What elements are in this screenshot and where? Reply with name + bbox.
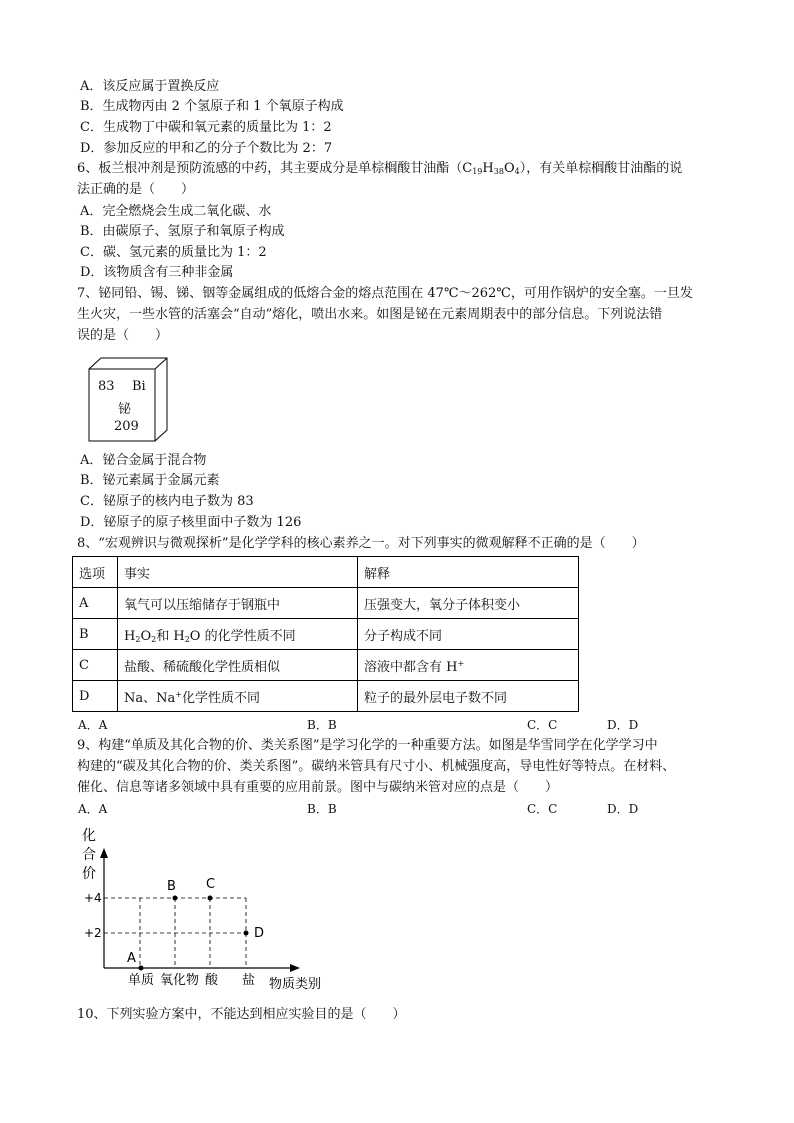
q9-answer-b: B．B	[307, 802, 337, 816]
y-axis-arrow	[100, 848, 108, 858]
row-explain: 分子构成不同	[358, 619, 579, 650]
element-atomic-number: 83	[98, 379, 115, 394]
q5-option-b: B．生成物丙由 2 个氢原子和 1 个氧原子构成	[80, 99, 344, 114]
row-fact: Na、Na+化学性质不同	[118, 681, 358, 712]
q6-stem-line1: 6、板兰根冲剂是预防流感的中药，其主要成分是单棕榈酸甘油酯$(C_{19}H_{38}O_4)$，有关单棕榈酸甘油酯的说	[77, 161, 683, 176]
q8-answer-a: A．A	[78, 718, 108, 732]
q7-stem-line3: 误的是（ ）	[77, 328, 169, 343]
element-symbol: Bi	[132, 379, 146, 394]
table-row	[73, 650, 579, 681]
q7-option-d: D．铋原子的原子核里面中子数为 126	[80, 515, 302, 530]
table-row	[73, 588, 579, 619]
data-point-label: D	[254, 926, 265, 941]
q8-table	[72, 556, 579, 712]
y-tick-label: +4	[84, 891, 102, 905]
data-point	[139, 966, 144, 971]
q9-answer-a: A．A	[78, 802, 108, 816]
q6-option-a: A．完全燃烧会生成二氧化碳、水	[80, 204, 272, 219]
row-explain: 粒子的最外层电子数不同	[358, 681, 579, 712]
q6-stem-line2: 法正确的是（ ）	[77, 182, 195, 197]
data-point	[208, 896, 213, 901]
q9-stem-line2: 构建的“碳及其化合物的价、类关系图”。碳纳米管具有尺寸小、机械强度高，导电性好等特点。在材料、	[77, 759, 676, 774]
q5-option-d: D．参加反应的甲和乙的分子个数比为 2：7	[80, 141, 333, 156]
data-point-label: A	[127, 951, 136, 966]
data-point-label: B	[167, 879, 176, 894]
q7-option-a: A．铋合金属于混合物	[80, 453, 207, 468]
row-fact: $H_2O_2$和 $H_2O$ 的化学性质不同	[118, 619, 358, 650]
table-row	[73, 619, 579, 650]
y-axis-label-char: 价	[82, 866, 96, 882]
q6-option-b: B．由碳原子、氢原子和氧原子构成	[80, 224, 285, 239]
x-tick-label: 氧化物	[160, 973, 200, 988]
row-option: D	[73, 681, 118, 712]
x-axis-label: 物质类别	[269, 977, 322, 992]
q7-stem-line2: 生火灾，一些水管的活塞会“自动”熔化，喷出水来。如图是铋在元素周期表中的部分信息。下列说法错	[77, 307, 663, 322]
row-fact: 氧气可以压缩储存于钢瓶中	[118, 588, 358, 619]
element-cell-bismuth	[88, 357, 168, 442]
data-point	[244, 931, 249, 936]
header-fact: 事实	[118, 557, 358, 588]
q6-option-d: D．该物质含有三种非金属	[80, 265, 234, 280]
x-axis-arrow	[290, 964, 300, 972]
q8-answer-d: D．D	[607, 718, 639, 732]
q8-answer-b: B．B	[307, 718, 337, 732]
y-tick-label: +2	[84, 926, 102, 940]
row-fact: 盐酸、稀硫酸化学性质相似	[118, 650, 358, 681]
valence-category-chart	[70, 822, 340, 997]
table-header-row	[73, 557, 579, 588]
q7-option-c: C．铋原子的核内电子数为 83	[80, 494, 254, 509]
q9-answer-c: C．C	[527, 802, 558, 816]
header-option: 选项	[73, 557, 118, 588]
row-explain: 溶液中都含有 H+	[358, 650, 579, 681]
q9-stem-line3: 催化、信息等诸多领域中具有重要的应用前景。图中与碳纳米管对应的点是（ ）	[77, 780, 559, 795]
data-point-label: C	[206, 877, 216, 892]
data-point	[173, 896, 178, 901]
element-name: 铋	[118, 402, 132, 417]
x-tick-label: 盐	[242, 973, 256, 988]
q7-stem-line1: 7、铋同铅、锡、锑、铟等金属组成的低熔合金的熔点范围在 47℃～262℃，可用作锅炉的安全塞。一旦发	[77, 286, 693, 301]
row-option: C	[73, 650, 118, 681]
q8-answer-c: C．C	[527, 718, 558, 732]
q5-option-a: A．该反应属于置换反应	[80, 79, 220, 94]
header-explain: 解释	[358, 557, 579, 588]
element-atomic-mass: 209	[114, 419, 139, 434]
row-option: A	[73, 588, 118, 619]
row-option: B	[73, 619, 118, 650]
q10-stem: 10、下列实验方案中，不能达到相应实验目的是（ ）	[77, 1007, 406, 1022]
q8-stem: 8、“宏观辨识与微观探析”是化学学科的核心素养之一。对下列事实的微观解释不正确的是（ ）	[77, 536, 645, 551]
y-axis-label-char: 合	[82, 847, 96, 863]
x-tick-label: 单质	[128, 973, 155, 988]
q9-stem-line1: 9、构建“单质及其化合物的价、类关系图”是学习化学的一种重要方法。如图是华雪同学在化学学习中	[77, 738, 658, 753]
q6-option-c: C．碳、氢元素的质量比为 1：2	[80, 245, 267, 260]
q5-option-c: C．生成物丁中碳和氧元素的质量比为 1：2	[80, 120, 332, 135]
x-tick-label: 酸	[205, 973, 219, 988]
table-row	[73, 681, 579, 712]
y-axis-label-char: 化	[82, 828, 96, 844]
q7-option-b: B．铋元素属于金属元素	[80, 473, 220, 488]
q9-answer-d: D．D	[607, 802, 639, 816]
row-explain: 压强变大，氧分子体积变小	[358, 588, 579, 619]
